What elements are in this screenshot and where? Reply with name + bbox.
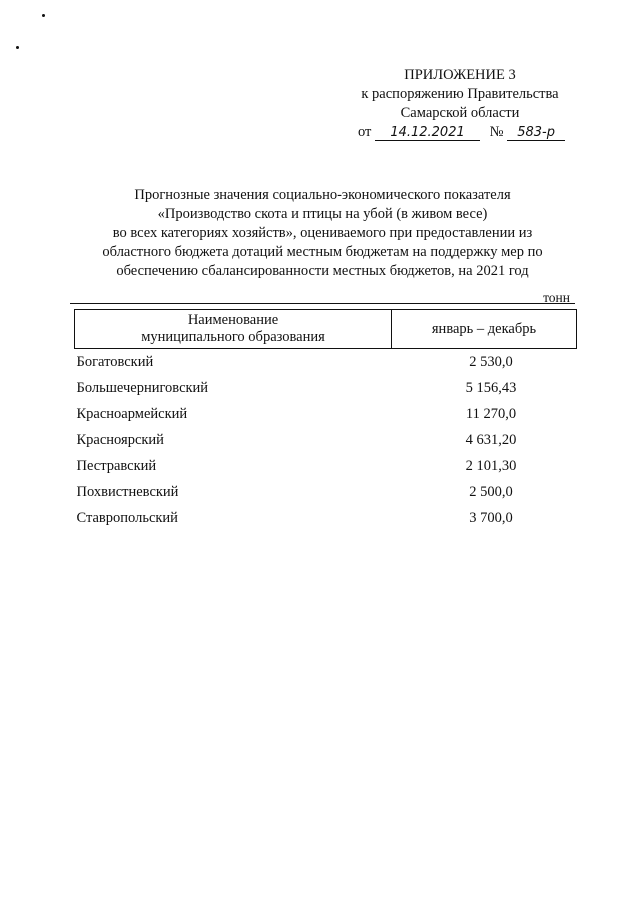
table-row	[75, 479, 577, 505]
title-line: во всех категориях хозяйств», оцениваемого при предоставлении из	[112, 225, 533, 241]
table-row	[75, 375, 577, 401]
table-row	[75, 349, 577, 376]
title-line: обеспечению сбалансированности местных бюджетов, на 2021 год	[116, 263, 529, 279]
indicator-value: 3 700,0	[469, 510, 513, 526]
indicator-value: 2 101,30	[465, 458, 517, 474]
unit-label: тонн	[543, 290, 570, 305]
appendix-signature-line	[330, 123, 590, 142]
header-municipality-line-1: Наименование	[187, 312, 279, 328]
table-row	[75, 505, 577, 531]
header-municipality-line-2: муниципального образования	[141, 329, 325, 345]
table-row	[75, 427, 577, 453]
table-header-row	[75, 310, 577, 349]
date-prefix: от	[358, 124, 372, 140]
appendix-line-2: Самарской области	[400, 105, 520, 121]
header-period: январь – декабрь	[392, 310, 577, 349]
municipality-name: Большечерниговский	[76, 380, 209, 396]
appendix-header	[330, 66, 590, 142]
scan-speck	[42, 14, 45, 17]
municipality-name: Похвистневский	[76, 484, 179, 500]
indicator-value: 2 530,0	[469, 354, 513, 370]
indicator-value: 11 270,0	[465, 406, 517, 422]
title-line: областного бюджета дотаций местным бюджетам на поддержку мер по	[102, 244, 543, 260]
appendix-title: ПРИЛОЖЕНИЕ 3	[404, 67, 516, 83]
municipality-name: Ставропольский	[76, 510, 178, 526]
title-line: «Производство скота и птицы на убой (в живом весе)	[157, 206, 488, 222]
table-row	[75, 401, 577, 427]
indicator-table	[74, 309, 577, 531]
indicator-value: 4 631,20	[465, 432, 517, 448]
document-title	[40, 186, 605, 281]
indicator-value: 5 156,43	[465, 380, 517, 396]
indicator-value: 2 500,0	[469, 484, 513, 500]
table-row	[75, 453, 577, 479]
municipality-name: Богатовский	[76, 354, 154, 370]
table-top-rule	[70, 303, 575, 304]
number-prefix: №	[489, 124, 504, 140]
scan-speck	[16, 46, 19, 49]
appendix-line-1: к распоряжению Правительства	[361, 86, 559, 102]
header-municipality	[75, 310, 392, 349]
municipality-name: Пестравский	[76, 458, 157, 474]
municipality-name: Красноярский	[76, 432, 164, 448]
municipality-name: Красноармейский	[76, 406, 188, 422]
title-line: Прогнозные значения социально-экономического показателя	[134, 187, 511, 203]
handwritten-date: 14.12.2021	[375, 125, 480, 141]
handwritten-number: 583-р	[507, 125, 565, 141]
